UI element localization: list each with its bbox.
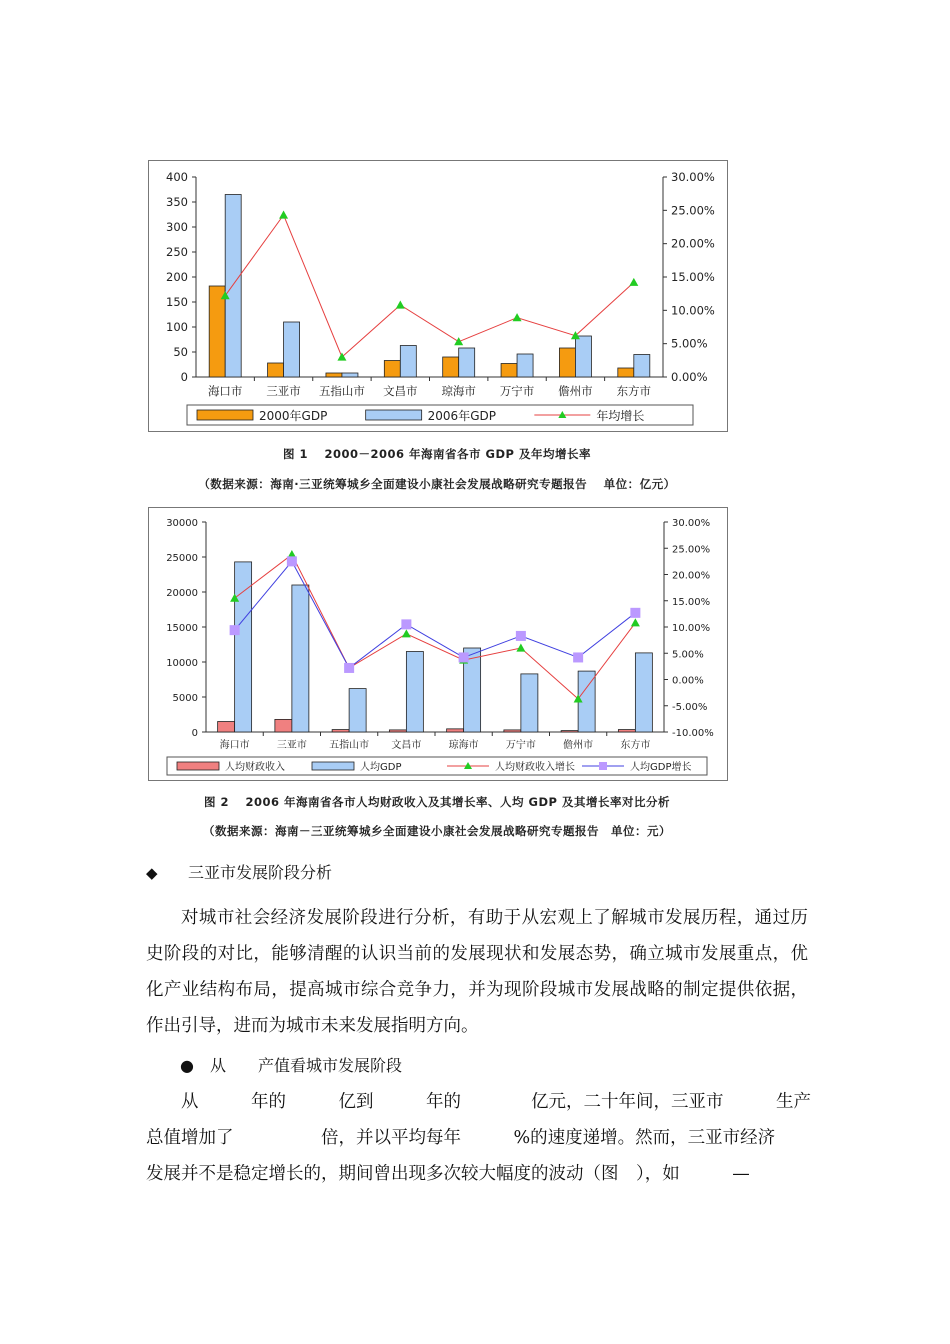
bar-1-0 xyxy=(268,363,284,377)
paragraph-line: 从 年的 亿到 年的 亿元，二十年间，三亚市 生产 xyxy=(146,1092,811,1112)
chart-per-capita xyxy=(148,507,728,781)
circle-bullet-icon: ● xyxy=(180,1056,194,1075)
right-tick-label: 25.00% xyxy=(671,203,715,218)
category-label: 万宁市 xyxy=(499,384,535,398)
right-tick-label: 10.00% xyxy=(672,623,711,634)
bar-2-0 xyxy=(275,719,292,732)
legend-label: 人均财政收入增长 xyxy=(495,762,575,773)
category-label: 五指山市 xyxy=(318,384,365,398)
paragraph-line: 总值增加了 倍，并以平均每年 %的速度递增。然而，三亚市经济 xyxy=(146,1128,776,1148)
body-paragraph: 对城市社会经济发展阶段进行分析，有助于从宏观上了解城市发展历程，通过历史阶段的对比，能够清醒的认识当前的发展现状和发展态势，确立城市发展重点，优化产业结构布局，提高城市综合竞争力，并为现阶段城市发展战略的制定提供依据，作出引导，进而为城市未来发展指明方向。 xyxy=(146,908,808,1036)
right-tick-label: 15.00% xyxy=(672,596,711,608)
triangle-point-marker xyxy=(454,337,463,345)
legend-swatch xyxy=(366,410,422,420)
subsection-bullet xyxy=(180,1053,402,1076)
section-heading xyxy=(146,860,332,883)
paragraph-line: 发展并不是稳定增长的，期间曾出现多次较大幅度的波动（图 ），如 — xyxy=(146,1164,750,1184)
bar-1-0 xyxy=(618,368,634,377)
legend-swatch xyxy=(177,762,219,770)
bar-1-1 xyxy=(225,195,241,378)
category-label: 儋州市 xyxy=(563,740,594,751)
square-point-marker xyxy=(516,631,526,641)
left-tick-label: 350 xyxy=(166,195,188,209)
square-point-marker xyxy=(344,663,354,673)
category-label: 琼海市 xyxy=(441,384,476,398)
square-point-marker xyxy=(459,652,469,662)
diamond-bullet-icon: ◆ xyxy=(146,864,158,882)
legend-marker xyxy=(599,762,607,770)
bar-2-1 xyxy=(635,653,652,732)
category-label: 三亚市 xyxy=(276,740,307,751)
left-tick-label: 5000 xyxy=(172,693,198,704)
square-point-marker xyxy=(230,625,240,635)
bar-1-1 xyxy=(284,322,300,377)
bar-2-0 xyxy=(389,730,406,732)
left-tick-label: 400 xyxy=(166,170,188,184)
left-tick-label: 250 xyxy=(166,245,188,259)
square-point-marker xyxy=(287,556,297,566)
bar-2-0 xyxy=(504,730,521,732)
chart-gdp-growth-svg xyxy=(149,161,727,431)
left-tick-label: 100 xyxy=(166,320,188,334)
right-tick-label: 0.00% xyxy=(671,370,708,384)
legend-swatch xyxy=(197,410,253,420)
category-label: 东方市 xyxy=(616,384,652,398)
bar-1-0 xyxy=(209,286,225,377)
right-tick-label: 5.00% xyxy=(672,649,704,661)
triangle-point-marker xyxy=(629,278,638,286)
bar-2-0 xyxy=(561,731,578,732)
bar-2-0 xyxy=(618,730,635,732)
square-point-marker xyxy=(401,619,411,629)
bar-1-1 xyxy=(342,373,358,377)
figure-2-title: 图 2 2006 年海南省各市人均财政收入及其增长率、人均 GDP 及其增长率对比分析 xyxy=(204,795,670,809)
left-tick-label: 50 xyxy=(173,345,188,359)
bar-1-0 xyxy=(559,348,575,377)
bar-2-1 xyxy=(521,674,538,732)
bar-1-0 xyxy=(384,361,400,378)
square-point-marker xyxy=(630,608,640,618)
legend-label: 2006年GDP xyxy=(427,409,496,423)
category-label: 万宁市 xyxy=(505,740,536,751)
bar-1-0 xyxy=(501,364,517,378)
triangle-point-marker xyxy=(402,629,411,637)
bar-2-1 xyxy=(349,689,366,732)
legend-label: 人均GDP增长 xyxy=(630,762,692,773)
left-tick-label: 30000 xyxy=(166,518,198,529)
left-tick-label: 200 xyxy=(166,270,188,284)
bar-1-1 xyxy=(459,348,475,377)
legend-label: 2000年GDP xyxy=(259,409,328,423)
category-label: 海口市 xyxy=(207,384,243,398)
left-tick-label: 0 xyxy=(191,728,198,739)
category-label: 五指山市 xyxy=(329,740,370,751)
figure-1-title: 图 1 2000－2006 年海南省各市 GDP 及年均增长率 xyxy=(283,447,591,461)
chart-per-capita-svg xyxy=(149,508,727,780)
chart-gdp-growth xyxy=(148,160,728,432)
bar-1-1 xyxy=(634,355,650,378)
category-label: 东方市 xyxy=(620,740,651,751)
bar-2-0 xyxy=(332,730,349,732)
right-tick-label: 0.00% xyxy=(672,675,704,687)
legend-label: 人均财政收入 xyxy=(225,762,285,773)
category-label: 三亚市 xyxy=(266,384,301,398)
category-label: 文昌市 xyxy=(383,384,418,398)
left-tick-label: 10000 xyxy=(166,658,198,669)
category-label: 文昌市 xyxy=(391,740,422,751)
bar-2-0 xyxy=(218,722,235,733)
subsection-text: 从 产值看城市发展阶段 xyxy=(209,1056,402,1075)
category-label: 儋州市 xyxy=(558,384,593,398)
triangle-point-marker xyxy=(279,211,288,219)
right-tick-label: 20.00% xyxy=(672,570,711,582)
right-tick-label: 5.00% xyxy=(671,336,708,351)
left-tick-label: 20000 xyxy=(166,588,198,599)
bar-2-1 xyxy=(406,652,423,733)
right-tick-label: 20.00% xyxy=(671,236,715,251)
category-label: 海口市 xyxy=(219,740,250,751)
right-tick-label: -10.00% xyxy=(672,728,714,739)
triangle-point-marker xyxy=(631,618,640,626)
right-tick-label: 25.00% xyxy=(672,544,711,556)
triangle-point-marker xyxy=(516,644,525,652)
left-tick-label: 15000 xyxy=(166,623,198,634)
triangle-point-marker xyxy=(396,301,405,309)
bar-2-1 xyxy=(292,585,309,732)
figure-1-source: （数据来源：海南·三亚统筹城乡全面建设小康社会发展战略研究专题报告 单位：亿元） xyxy=(198,477,676,491)
left-tick-label: 25000 xyxy=(166,553,198,564)
triangle-point-marker xyxy=(513,313,522,321)
left-tick-label: 150 xyxy=(166,295,188,309)
left-tick-label: 0 xyxy=(180,370,188,384)
bar-1-0 xyxy=(326,373,342,377)
section-heading-text: 三亚市发展阶段分析 xyxy=(188,863,333,882)
body-paragraph-2 xyxy=(146,1084,811,1192)
right-tick-label: 15.00% xyxy=(671,270,715,284)
legend-label: 年均增长 xyxy=(596,409,645,423)
square-point-marker xyxy=(573,652,583,662)
right-tick-label: 10.00% xyxy=(671,303,715,318)
bar-1-1 xyxy=(400,346,416,378)
figure-2-source: （数据来源：海南－三亚统筹城乡全面建设小康社会发展战略研究专题报告 单位：元） xyxy=(203,824,671,838)
bar-1-0 xyxy=(443,357,459,377)
right-tick-label: 30.00% xyxy=(671,170,715,184)
category-label: 琼海市 xyxy=(448,740,479,751)
bar-2-0 xyxy=(447,729,464,732)
legend-swatch xyxy=(312,762,354,770)
bar-1-1 xyxy=(517,354,533,377)
right-tick-label: 30.00% xyxy=(672,518,711,529)
bar-1-1 xyxy=(575,336,591,377)
right-tick-label: -5.00% xyxy=(672,701,708,713)
legend-label: 人均GDP xyxy=(360,762,402,773)
left-tick-label: 300 xyxy=(166,220,188,234)
